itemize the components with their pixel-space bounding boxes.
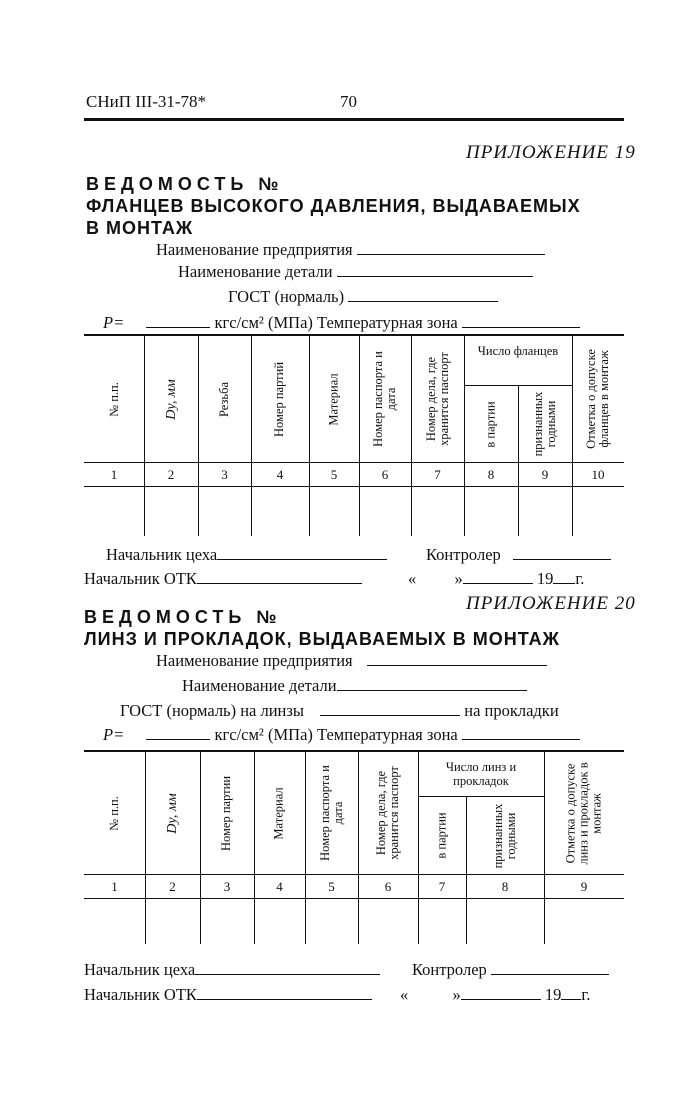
col-number-5: 5 — [328, 879, 335, 894]
form20-chief-shop — [84, 960, 380, 980]
col-number-2: 2 — [167, 467, 175, 482]
gost-lens-blank[interactable] — [320, 701, 460, 716]
col-header-diameter: Dу, мм — [165, 792, 180, 834]
controller-blank[interactable] — [513, 545, 611, 560]
form20-controller — [412, 960, 609, 980]
appendix-20-label: ПРИЛОЖЕНИЕ 20 — [466, 593, 636, 614]
form19-controller — [426, 545, 611, 565]
part-blank[interactable] — [337, 262, 533, 277]
date-open-quote: « — [408, 569, 417, 588]
form19-pressure-field — [103, 313, 580, 333]
temperature-blank[interactable] — [462, 725, 580, 740]
col-number-4: 4 — [276, 467, 284, 482]
col-number-6: 6 — [384, 879, 392, 894]
col-group-lens-count: Число линз и прокладок — [445, 760, 517, 788]
form20-enterprise-field — [156, 651, 547, 671]
chief-shop-label: Начальник цеха — [84, 960, 196, 979]
year-suffix: г. — [575, 569, 585, 588]
part-label: Наименование детали — [178, 262, 333, 281]
chief-otk-blank[interactable] — [197, 569, 362, 584]
enterprise-blank[interactable] — [357, 240, 545, 255]
enterprise-label: Наименование предприятия — [156, 651, 353, 670]
form20-pressure-field — [103, 725, 580, 745]
form19-gost-field — [228, 287, 498, 307]
col-header-diameter: Dу, мм — [163, 378, 179, 420]
gost-label: ГОСТ (нормаль) — [228, 287, 345, 306]
col-number-8: 8 — [501, 879, 509, 894]
col-number-4: 4 — [276, 879, 283, 894]
pressure-label: P= — [103, 313, 125, 332]
part-label: Наименование детали — [182, 676, 337, 695]
col-header-batch: Номер партии — [219, 775, 234, 851]
document-code: СНиП III-31-78* — [86, 92, 207, 111]
col-number-3: 3 — [221, 467, 228, 482]
gost-label: ГОСТ (нормаль) на линзы — [120, 701, 304, 720]
col-header-admission: Отметка о допуске фланцев в монтаж — [584, 349, 611, 449]
enterprise-blank[interactable] — [367, 651, 547, 666]
form20-part-field — [182, 676, 527, 696]
col-header-file: Номер дела, где хранится паспорт — [374, 766, 401, 860]
chief-otk-label: Начальник ОТК — [84, 985, 197, 1004]
pressure-label: P= — [103, 725, 125, 744]
units-label: кгс/см² (МПа) Температурная зона — [214, 313, 458, 332]
controller-blank[interactable] — [491, 960, 609, 975]
col-number-10: 10 — [591, 467, 605, 482]
col-header-accepted: признанных годными — [491, 803, 518, 868]
date-close-quote: » — [454, 569, 463, 588]
form20-title-line2: ЛИНЗ И ПРОКЛАДОК, ВЫДАВАЕМЫХ В МОНТАЖ — [84, 629, 560, 649]
col-group-flange-count: Число фланцев — [477, 344, 559, 358]
col-header-material: Материал — [326, 372, 341, 426]
form20-date — [400, 985, 590, 1005]
year-suffix: г. — [581, 985, 591, 1004]
form19-chief-shop — [106, 545, 387, 565]
year-label: 19 — [544, 985, 562, 1004]
controller-label: Контролер — [426, 545, 501, 564]
form19-title-line3: В МОНТАЖ — [86, 218, 194, 238]
form19-title-line1: ВЕДОМОСТЬ № — [86, 174, 284, 194]
year-label: 19 — [536, 569, 554, 588]
pressure-blank[interactable] — [146, 313, 210, 328]
form19-enterprise-field — [156, 240, 545, 260]
col-number-5: 5 — [330, 467, 338, 482]
gaskets-label: на прокладки — [464, 701, 559, 720]
col-number-1: 1 — [111, 879, 118, 894]
date-close-quote: » — [452, 985, 461, 1004]
col-header-file: Номер дела, где хранится паспорт — [423, 352, 451, 446]
form20-title-line1: ВЕДОМОСТЬ № — [84, 607, 282, 627]
chief-shop-label: Начальник цеха — [106, 545, 218, 564]
form20-gost-field — [120, 701, 559, 721]
controller-label: Контролер — [412, 960, 487, 979]
year-blank[interactable] — [561, 985, 581, 1000]
col-number-7: 7 — [434, 467, 441, 482]
col-number-2: 2 — [169, 879, 176, 894]
chief-otk-blank[interactable] — [197, 985, 372, 1000]
form20-chief-otk — [84, 985, 372, 1005]
col-header-thread: Резьба — [216, 381, 231, 417]
page-number: 70 — [340, 92, 357, 111]
year-blank[interactable] — [553, 569, 575, 584]
form19-title-line2: ФЛАНЦЕВ ВЫСОКОГО ДАВЛЕНИЯ, ВЫДАВАЕМЫХ — [86, 196, 581, 216]
form19-date — [408, 569, 584, 589]
col-header-batch: Номер партий — [272, 361, 287, 437]
col-header-number: № п.п. — [106, 381, 121, 417]
col-number-6: 6 — [381, 467, 389, 482]
header-rule — [84, 118, 624, 121]
col-number-7: 7 — [438, 879, 446, 894]
col-header-in-batch: в партии — [434, 812, 449, 859]
appendix-19-label: ПРИЛОЖЕНИЕ 19 — [466, 142, 636, 163]
temperature-blank[interactable] — [462, 313, 580, 328]
col-header-passport: Номер паспорта и дата — [371, 351, 398, 447]
chief-otk-label: Начальник ОТК — [84, 569, 197, 588]
col-header-admission: Отметка о допуске линз и прокладок в монтаж — [563, 761, 604, 865]
col-number-1: 1 — [110, 467, 118, 482]
gost-blank[interactable] — [348, 287, 498, 302]
chief-shop-blank[interactable] — [195, 960, 380, 975]
month-blank[interactable] — [463, 569, 533, 584]
enterprise-label: Наименование предприятия — [156, 240, 353, 259]
col-header-accepted: признанных годными — [531, 391, 558, 457]
col-number-3: 3 — [223, 879, 231, 894]
form19-chief-otk — [84, 569, 362, 589]
col-number-9: 9 — [541, 467, 549, 482]
col-number-8: 8 — [487, 467, 495, 482]
part-blank[interactable] — [337, 676, 527, 691]
col-header-number: № п.п. — [107, 795, 121, 831]
chief-shop-blank[interactable] — [217, 545, 387, 560]
col-header-in-batch: в партии — [483, 400, 498, 448]
month-blank[interactable] — [461, 985, 541, 1000]
col-number-9: 9 — [580, 879, 588, 894]
pressure-blank[interactable] — [146, 725, 210, 740]
col-header-passport: Номер паспорта и дата — [317, 765, 345, 861]
form19-part-field — [178, 262, 533, 282]
date-open-quote: « — [400, 985, 409, 1004]
col-header-material: Материал — [272, 786, 286, 840]
units-label: кгс/см² (МПа) Температурная зона — [214, 725, 458, 744]
